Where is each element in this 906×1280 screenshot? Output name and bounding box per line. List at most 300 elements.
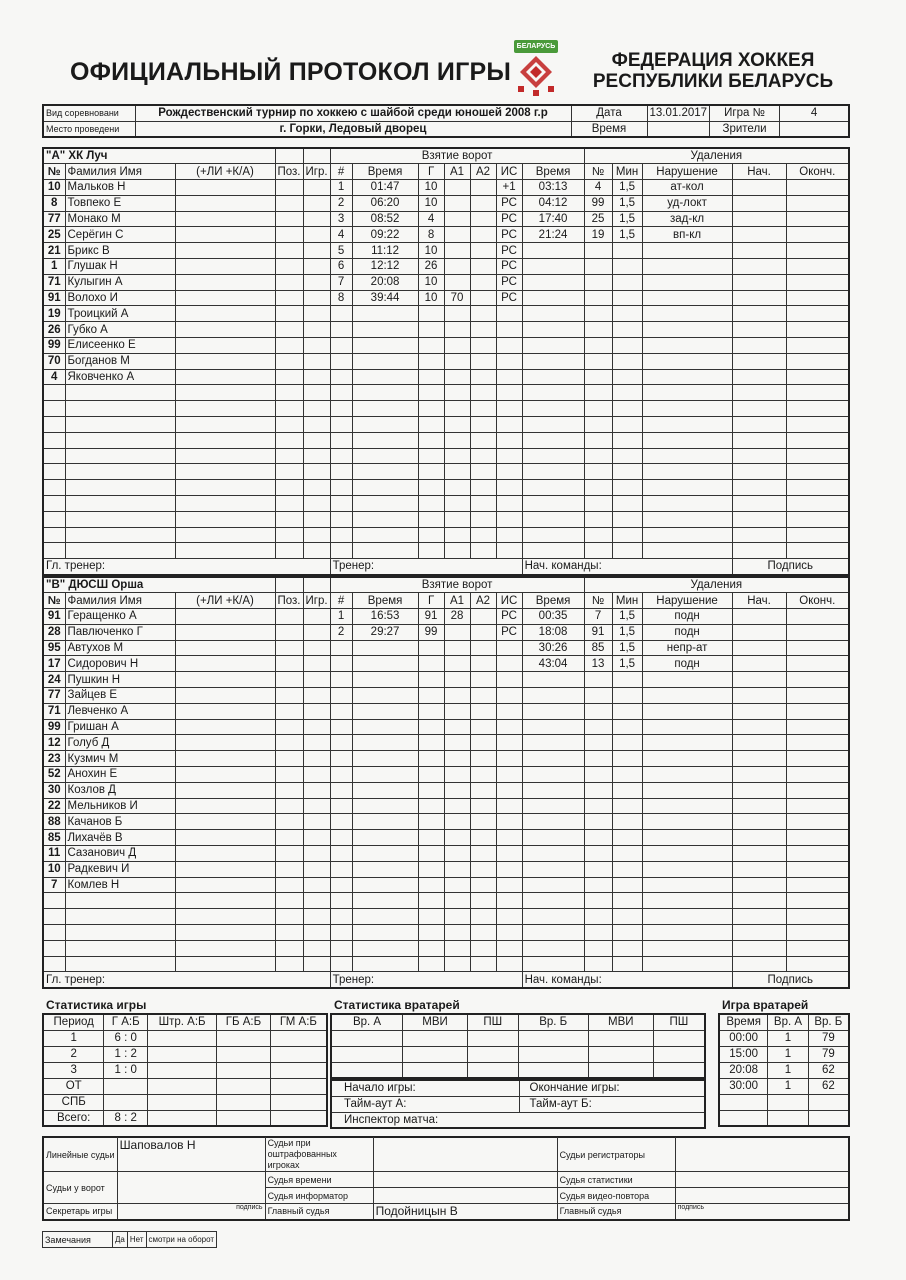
player-pos [275,195,303,211]
table-row [719,1078,849,1094]
table-row [719,1046,849,1062]
goal-index [330,703,352,719]
period-gm [270,1030,327,1046]
goal-situation [496,814,522,830]
penalty-time [522,925,584,941]
player-plusminus [175,688,275,704]
player-name: Яковченко А [65,369,175,385]
penalty-minutes [612,925,642,941]
penalty-start [732,940,786,956]
table-row [43,448,849,464]
penalty-start [732,322,786,338]
table-row [43,195,849,211]
table-row [43,338,849,354]
player-games [303,767,330,783]
penalty-end [786,543,849,559]
goal-situation: РС [496,274,522,290]
goal-situation [496,401,522,417]
player-games [303,227,330,243]
col-goal-a1: А1 [444,593,470,609]
player-name: Товпеко Е [65,195,175,211]
player-games [303,243,330,259]
goal-scorer [418,798,444,814]
penalty-start [732,925,786,941]
penalty-player [584,814,612,830]
penalty-end [786,274,849,290]
player-games [303,353,330,369]
player-number: 85 [43,830,65,846]
player-plusminus [175,401,275,417]
period-label: ОТ [43,1078,104,1094]
game-stats-title: Статистика игры [46,998,147,1012]
penalty-start [732,306,786,322]
gk-stats-cell [653,1030,705,1046]
player-number: 26 [43,322,65,338]
penalty-end [786,814,849,830]
penalty-time [522,464,584,480]
penalty-minutes [612,448,642,464]
player-games [303,448,330,464]
player-games [303,338,330,354]
player-games [303,511,330,527]
goal-assist2 [470,688,496,704]
table-row [43,767,849,783]
goal-assist2 [470,195,496,211]
player-plusminus [175,243,275,259]
period-goals: 1 : 0 [104,1062,148,1078]
col-pen-num: № [584,164,612,180]
penalty-violation: подн [642,656,732,672]
period-label: 1 [43,1030,104,1046]
player-pos [275,527,303,543]
col-goal-g: Г [418,164,444,180]
goal-scorer [418,925,444,941]
player-number [43,417,65,433]
penalty-end [786,306,849,322]
penalty-start [732,846,786,862]
player-pos [275,956,303,972]
goal-assist2 [470,259,496,275]
period-gb [217,1078,271,1094]
gk-game-table [718,1013,850,1127]
player-games [303,259,330,275]
penalty-time [522,940,584,956]
goal-index [330,735,352,751]
penalty-player [584,306,612,322]
player-plusminus [175,656,275,672]
table-row [43,909,849,925]
col-pen-end: Оконч. [786,164,849,180]
goal-time [352,893,418,909]
table-row [43,432,849,448]
federation-name [588,50,838,92]
goal-time: 29:27 [352,624,418,640]
goal-time [352,448,418,464]
penalty-time [522,893,584,909]
goal-time: 08:52 [352,211,418,227]
player-plusminus [175,846,275,862]
col-goal-is: ИС [496,164,522,180]
goal-situation: РС [496,290,522,306]
goal-time: 01:47 [352,180,418,196]
goal-scorer [418,401,444,417]
penalty-end [786,448,849,464]
player-pos [275,211,303,227]
penalty-start [732,656,786,672]
goal-assist2 [470,909,496,925]
goal-situation [496,703,522,719]
penalty-start [732,369,786,385]
player-pos [275,893,303,909]
player-number [43,432,65,448]
col-games: Игр. [303,164,330,180]
goal-assist1 [444,180,470,196]
player-pos [275,322,303,338]
player-plusminus [175,511,275,527]
penalty-end [786,672,849,688]
player-plusminus [175,448,275,464]
player-pos [275,719,303,735]
penalty-end [786,956,849,972]
player-number: 17 [43,656,65,672]
federation-logo [512,40,560,98]
player-number [43,956,65,972]
penalty-violation [642,306,732,322]
table-row [43,511,849,527]
period-gb [217,1046,271,1062]
gk-change-time [719,1094,768,1110]
penalty-start [732,211,786,227]
remarks-no[interactable]: Нет [127,1232,146,1248]
player-name [65,496,175,512]
goal-time [352,496,418,512]
match-info-table [42,104,850,138]
federation-line2: РЕСПУБЛИКИ БЕЛАРУСЬ [592,71,834,92]
player-pos [275,290,303,306]
penalty-time [522,243,584,259]
penalty-end [786,480,849,496]
penalty-end [786,227,849,243]
player-pos [275,417,303,433]
penalty-start [732,338,786,354]
player-number: 21 [43,243,65,259]
goal-time [352,432,418,448]
col-name: Фамилия Имя [65,164,175,180]
player-number: 22 [43,798,65,814]
game-stats-header: ГМ А:Б [270,1014,327,1030]
penalty-time [522,338,584,354]
player-pos [275,259,303,275]
goal-situation [496,877,522,893]
goal-situation [496,448,522,464]
penalty-end [786,243,849,259]
penalty-end [786,640,849,656]
table-row [43,227,849,243]
goal-assist1 [444,640,470,656]
penalty-start [732,385,786,401]
penalty-violation [642,290,732,306]
page-title: ОФИЦИАЛЬНЫЙ ПРОТОКОЛ ИГРЫ [70,58,512,86]
gk-stats-cell [403,1062,468,1078]
player-pos [275,464,303,480]
gk-a-number [768,1110,808,1126]
penalty-violation: уд-локт [642,195,732,211]
player-plusminus [175,609,275,625]
player-pos [275,767,303,783]
period-gm [270,1094,327,1110]
goal-time [352,353,418,369]
player-number: 95 [43,640,65,656]
gk-stats-header: МВИ [588,1014,653,1030]
player-name [65,940,175,956]
table-row [43,719,849,735]
goal-situation [496,640,522,656]
goal-situation [496,925,522,941]
period-label: 2 [43,1046,104,1062]
gk-change-time: 15:00 [719,1046,768,1062]
goal-time: 20:08 [352,274,418,290]
table-row [43,735,849,751]
table-row [43,640,849,656]
penalty-end [786,417,849,433]
goal-time [352,688,418,704]
player-number [43,893,65,909]
goal-assist1 [444,814,470,830]
player-games [303,609,330,625]
goal-situation [496,464,522,480]
goal-assist2 [470,543,496,559]
goal-assist1: 70 [444,290,470,306]
table-row [43,1062,327,1078]
penalty-start [732,830,786,846]
goal-time [352,464,418,480]
player-plusminus [175,417,275,433]
penalty-time [522,527,584,543]
player-plusminus [175,956,275,972]
penalty-violation [642,543,732,559]
player-games [303,940,330,956]
period-goals [104,1094,148,1110]
player-games [303,830,330,846]
player-pos [275,656,303,672]
penalty-violation [642,353,732,369]
player-pos [275,703,303,719]
penalty-violation [642,401,732,417]
goal-assist1 [444,782,470,798]
penalty-start [732,432,786,448]
player-name [65,543,175,559]
gk-stats-header: ПШ [653,1014,705,1030]
goal-assist2 [470,369,496,385]
penalty-time [522,767,584,783]
player-pos [275,798,303,814]
player-plusminus [175,672,275,688]
goal-index: 1 [330,609,352,625]
penalty-violation [642,432,732,448]
goal-time [352,846,418,862]
goal-assist1 [444,893,470,909]
penalty-minutes [612,401,642,417]
chief-judge-name: Подойницын В [373,1204,557,1220]
penalty-end [786,496,849,512]
informer-label: Судья информатор [265,1188,373,1204]
penalty-time [522,846,584,862]
penalty-player [584,464,612,480]
gk-stats-cell [331,1046,403,1062]
trainer-label: Тренер: [330,972,522,988]
federation-line1: ФЕДЕРАЦИЯ ХОККЕЯ [611,50,815,71]
player-games [303,624,330,640]
goal-situation [496,735,522,751]
goal-assist2 [470,243,496,259]
goal-assist1 [444,401,470,417]
penalty-end [786,369,849,385]
goal-assist2 [470,322,496,338]
chief-judge-label: Главный судья [265,1204,373,1220]
penalty-player [584,767,612,783]
goal-scorer [418,735,444,751]
remarks-yes[interactable]: Да [113,1232,128,1248]
player-name: Зайцев Е [65,688,175,704]
penalty-minutes [612,846,642,862]
player-number [43,401,65,417]
penalty-end [786,259,849,275]
player-number: 52 [43,767,65,783]
player-plusminus [175,353,275,369]
penalty-violation [642,259,732,275]
player-plusminus [175,195,275,211]
penalty-player [584,417,612,433]
penalty-player [584,432,612,448]
player-number: 71 [43,703,65,719]
goal-time [352,338,418,354]
player-pos [275,751,303,767]
penalty-player [584,243,612,259]
player-name: Кулыгин А [65,274,175,290]
gk-game-title: Игра вратарей [722,998,809,1012]
goal-index [330,480,352,496]
table-row [43,609,849,625]
player-name [65,511,175,527]
table-row [43,274,849,290]
penalty-minutes [612,893,642,909]
goal-situation [496,306,522,322]
goal-index [330,448,352,464]
player-games [303,274,330,290]
gk-stats-cell [518,1046,588,1062]
goal-assist2 [470,767,496,783]
goal-scorer: 10 [418,274,444,290]
gk-change-time [719,1110,768,1126]
penalty-violation: вп-кл [642,227,732,243]
penalty-minutes: 1,5 [612,656,642,672]
player-pos [275,940,303,956]
penalty-minutes [612,259,642,275]
goal-assist2 [470,624,496,640]
penalty-violation [642,385,732,401]
penalty-player: 4 [584,180,612,196]
penalty-minutes [612,909,642,925]
penalty-time [522,735,584,751]
player-number: 91 [43,290,65,306]
penalty-violation: непр-ат [642,640,732,656]
penalty-start [732,640,786,656]
goal-situation [496,767,522,783]
player-pos [275,782,303,798]
penalty-time [522,432,584,448]
player-number [43,511,65,527]
penalty-end [786,703,849,719]
gk-stats-cell [588,1046,653,1062]
remarks-label: Замечания [43,1232,113,1248]
penalty-player: 13 [584,656,612,672]
goal-scorer [418,672,444,688]
goal-index: 7 [330,274,352,290]
penalty-minutes: 1,5 [612,624,642,640]
table-row [43,956,849,972]
penalty-time [522,369,584,385]
goal-time [352,798,418,814]
goal-index: 3 [330,211,352,227]
player-plusminus [175,464,275,480]
player-games [303,543,330,559]
col-goal-a1: А1 [444,164,470,180]
player-number: 25 [43,227,65,243]
penalty-end [786,656,849,672]
penalty-player [584,543,612,559]
period-gm [270,1046,327,1062]
goal-assist1 [444,227,470,243]
goal-time [352,417,418,433]
penalty-end [786,798,849,814]
goal-assist2 [470,227,496,243]
goals-header: Взятие ворот [330,577,584,593]
penalty-player [584,353,612,369]
player-number: 30 [43,782,65,798]
penalty-end [786,464,849,480]
goal-assist1 [444,353,470,369]
gk-a-number [768,1094,808,1110]
goal-time [352,511,418,527]
penalty-violation [642,830,732,846]
goal-situation [496,940,522,956]
goal-assist1 [444,480,470,496]
player-name [65,893,175,909]
table-row [43,1046,327,1062]
period-gb [217,1062,271,1078]
table-row [43,672,849,688]
goal-assist2 [470,401,496,417]
goal-situation [496,480,522,496]
goal-time [352,640,418,656]
penalty-minutes [612,511,642,527]
gk-stats-cell [467,1030,518,1046]
penalty-time [522,274,584,290]
player-games [303,956,330,972]
goal-scorer: 91 [418,609,444,625]
penalty-end [786,527,849,543]
goal-scorer: 4 [418,211,444,227]
penalty-time [522,877,584,893]
goal-time [352,782,418,798]
goal-situation [496,846,522,862]
penalty-start [732,609,786,625]
goal-time [352,385,418,401]
col-games: Игр. [303,593,330,609]
game-stats-header: Г А:Б [104,1014,148,1030]
player-name: Богданов М [65,353,175,369]
goal-assist2 [470,385,496,401]
